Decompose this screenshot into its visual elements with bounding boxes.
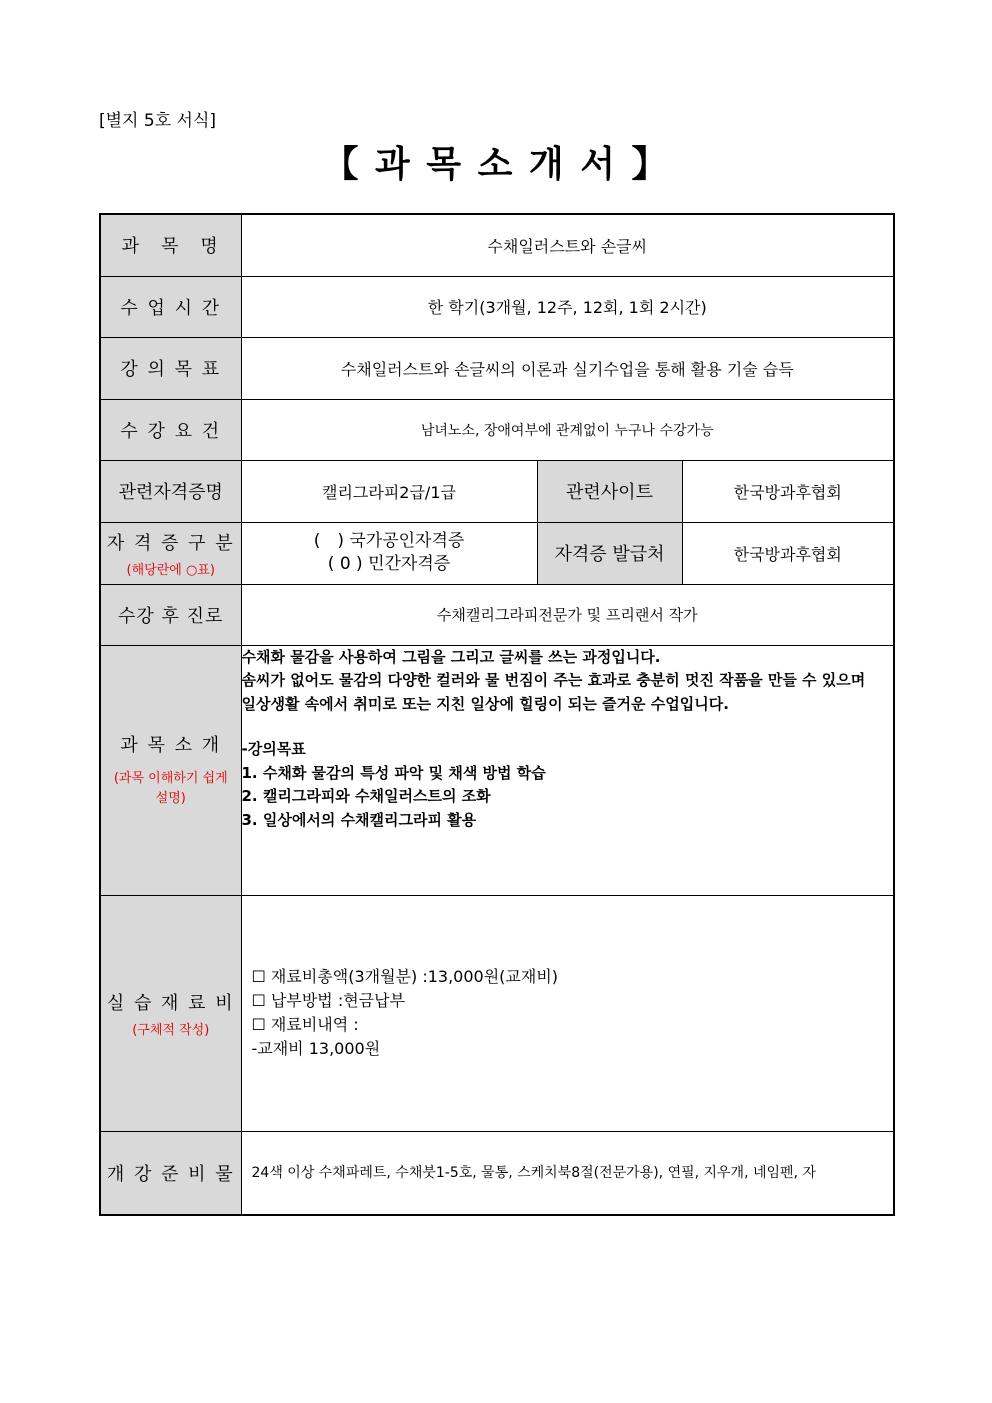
prep-label: 개 강 준 비 물 bbox=[100, 1131, 241, 1215]
intro-sublabel: (과목 이해하기 쉽게 설명) bbox=[113, 771, 228, 806]
materials-label: 실 습 재 료 비 bbox=[106, 992, 235, 1014]
goal-title: -강의목표 bbox=[241, 740, 306, 758]
objective-value: 수채일러스트와 손글씨의 이론과 실기수업을 통해 활용 기술 습득 bbox=[241, 337, 894, 399]
career-value: 수채캘리그라피전문가 및 프리랜서 작가 bbox=[241, 584, 894, 645]
row-requirement bbox=[100, 399, 894, 460]
requirement-value: 남녀노소, 장애여부에 관계없이 누구나 수강가능 bbox=[241, 399, 894, 460]
materials-item-1: ☐ 재료비총액(3개월분) :13,000원(교재비) bbox=[251, 967, 559, 986]
cert-issuer-label: 자격증 발급처 bbox=[537, 522, 682, 584]
class-time-value: 한 학기(3개월, 12주, 12회, 1회 2시간) bbox=[241, 276, 894, 337]
cert-issuer-value: 한국방과후협회 bbox=[682, 522, 894, 584]
course-name-label: 과 목 명 bbox=[100, 214, 241, 276]
row-prep bbox=[100, 1131, 894, 1215]
row-cert-type bbox=[100, 522, 894, 584]
cert-name-label: 관련자격증명 bbox=[100, 460, 241, 522]
goal-item-3: 3. 일상에서의 수채캘리그라피 활용 bbox=[241, 810, 477, 829]
intro-label: 과 목 소 개 bbox=[120, 735, 222, 756]
intro-line-2: 솜씨가 없어도 물감의 다양한 컬러와 물 번짐이 주는 효과로 충분히 멋진 작품을 만들 수 있으며 bbox=[241, 671, 866, 689]
goal-item-1: 1. 수채화 물감의 특성 파악 및 채색 방법 학습 bbox=[241, 763, 546, 782]
row-materials bbox=[100, 895, 894, 1131]
prep-value: 24색 이상 수채파레트, 수채붓1-5호, 물통, 스케치북8절(전문가용), 연필, 지우개, 네임펜, 자 bbox=[241, 1131, 894, 1215]
related-site-label: 관련사이트 bbox=[537, 460, 682, 522]
course-intro-table bbox=[99, 213, 895, 1216]
materials-item-4: -교재비 13,000원 bbox=[251, 1039, 381, 1058]
cert-type-label-cell bbox=[100, 522, 241, 584]
row-intro bbox=[100, 645, 894, 895]
row-career bbox=[100, 584, 894, 645]
intro-content bbox=[241, 645, 894, 895]
row-course-name bbox=[100, 214, 894, 276]
intro-line-1: 수채화 물감을 사용하여 그림을 그리고 글씨를 쓰는 과정입니다. bbox=[241, 647, 661, 666]
requirement-label: 수 강 요 건 bbox=[100, 399, 241, 460]
cert-option-private: ( 0 ) 민간자격증 bbox=[327, 554, 451, 574]
cert-type-options bbox=[241, 522, 537, 584]
row-cert-name bbox=[100, 460, 894, 522]
materials-item-3: ☐ 재료비내역 : bbox=[251, 1015, 359, 1034]
goal-item-2: 2. 캘리그라피와 수채일러스트의 조화 bbox=[241, 787, 491, 805]
materials-sublabel: (구체적 작성) bbox=[132, 1022, 210, 1038]
document-title: 【 과 목 소 개 서 】 bbox=[322, 144, 670, 185]
materials-content bbox=[241, 895, 894, 1131]
row-class-time bbox=[100, 276, 894, 337]
class-time-label: 수 업 시 간 bbox=[100, 276, 241, 337]
cert-name-value: 캘리그라피2급/1급 bbox=[241, 460, 537, 522]
cert-type-sublabel: (해당란에 ○표) bbox=[126, 562, 215, 578]
objective-label: 강 의 목 표 bbox=[100, 337, 241, 399]
course-name-value: 수채일러스트와 손글씨 bbox=[241, 214, 894, 276]
related-site-value: 한국방과후협회 bbox=[682, 460, 894, 522]
cert-option-national: ( ) 국가공인자격증 bbox=[313, 531, 465, 551]
cert-type-label: 자 격 증 구 분 bbox=[106, 532, 235, 554]
career-label: 수강 후 진로 bbox=[100, 584, 241, 645]
form-number-label: [별지 5호 서식] bbox=[99, 111, 216, 131]
row-objective bbox=[100, 337, 894, 399]
intro-line-3: 일상생활 속에서 취미로 또는 지친 일상에 힐링이 되는 즐거운 수업입니다. bbox=[241, 694, 729, 713]
intro-label-cell bbox=[100, 645, 241, 895]
materials-label-cell bbox=[100, 895, 241, 1131]
materials-item-2: ☐ 납부방법 :현금납부 bbox=[251, 991, 406, 1010]
